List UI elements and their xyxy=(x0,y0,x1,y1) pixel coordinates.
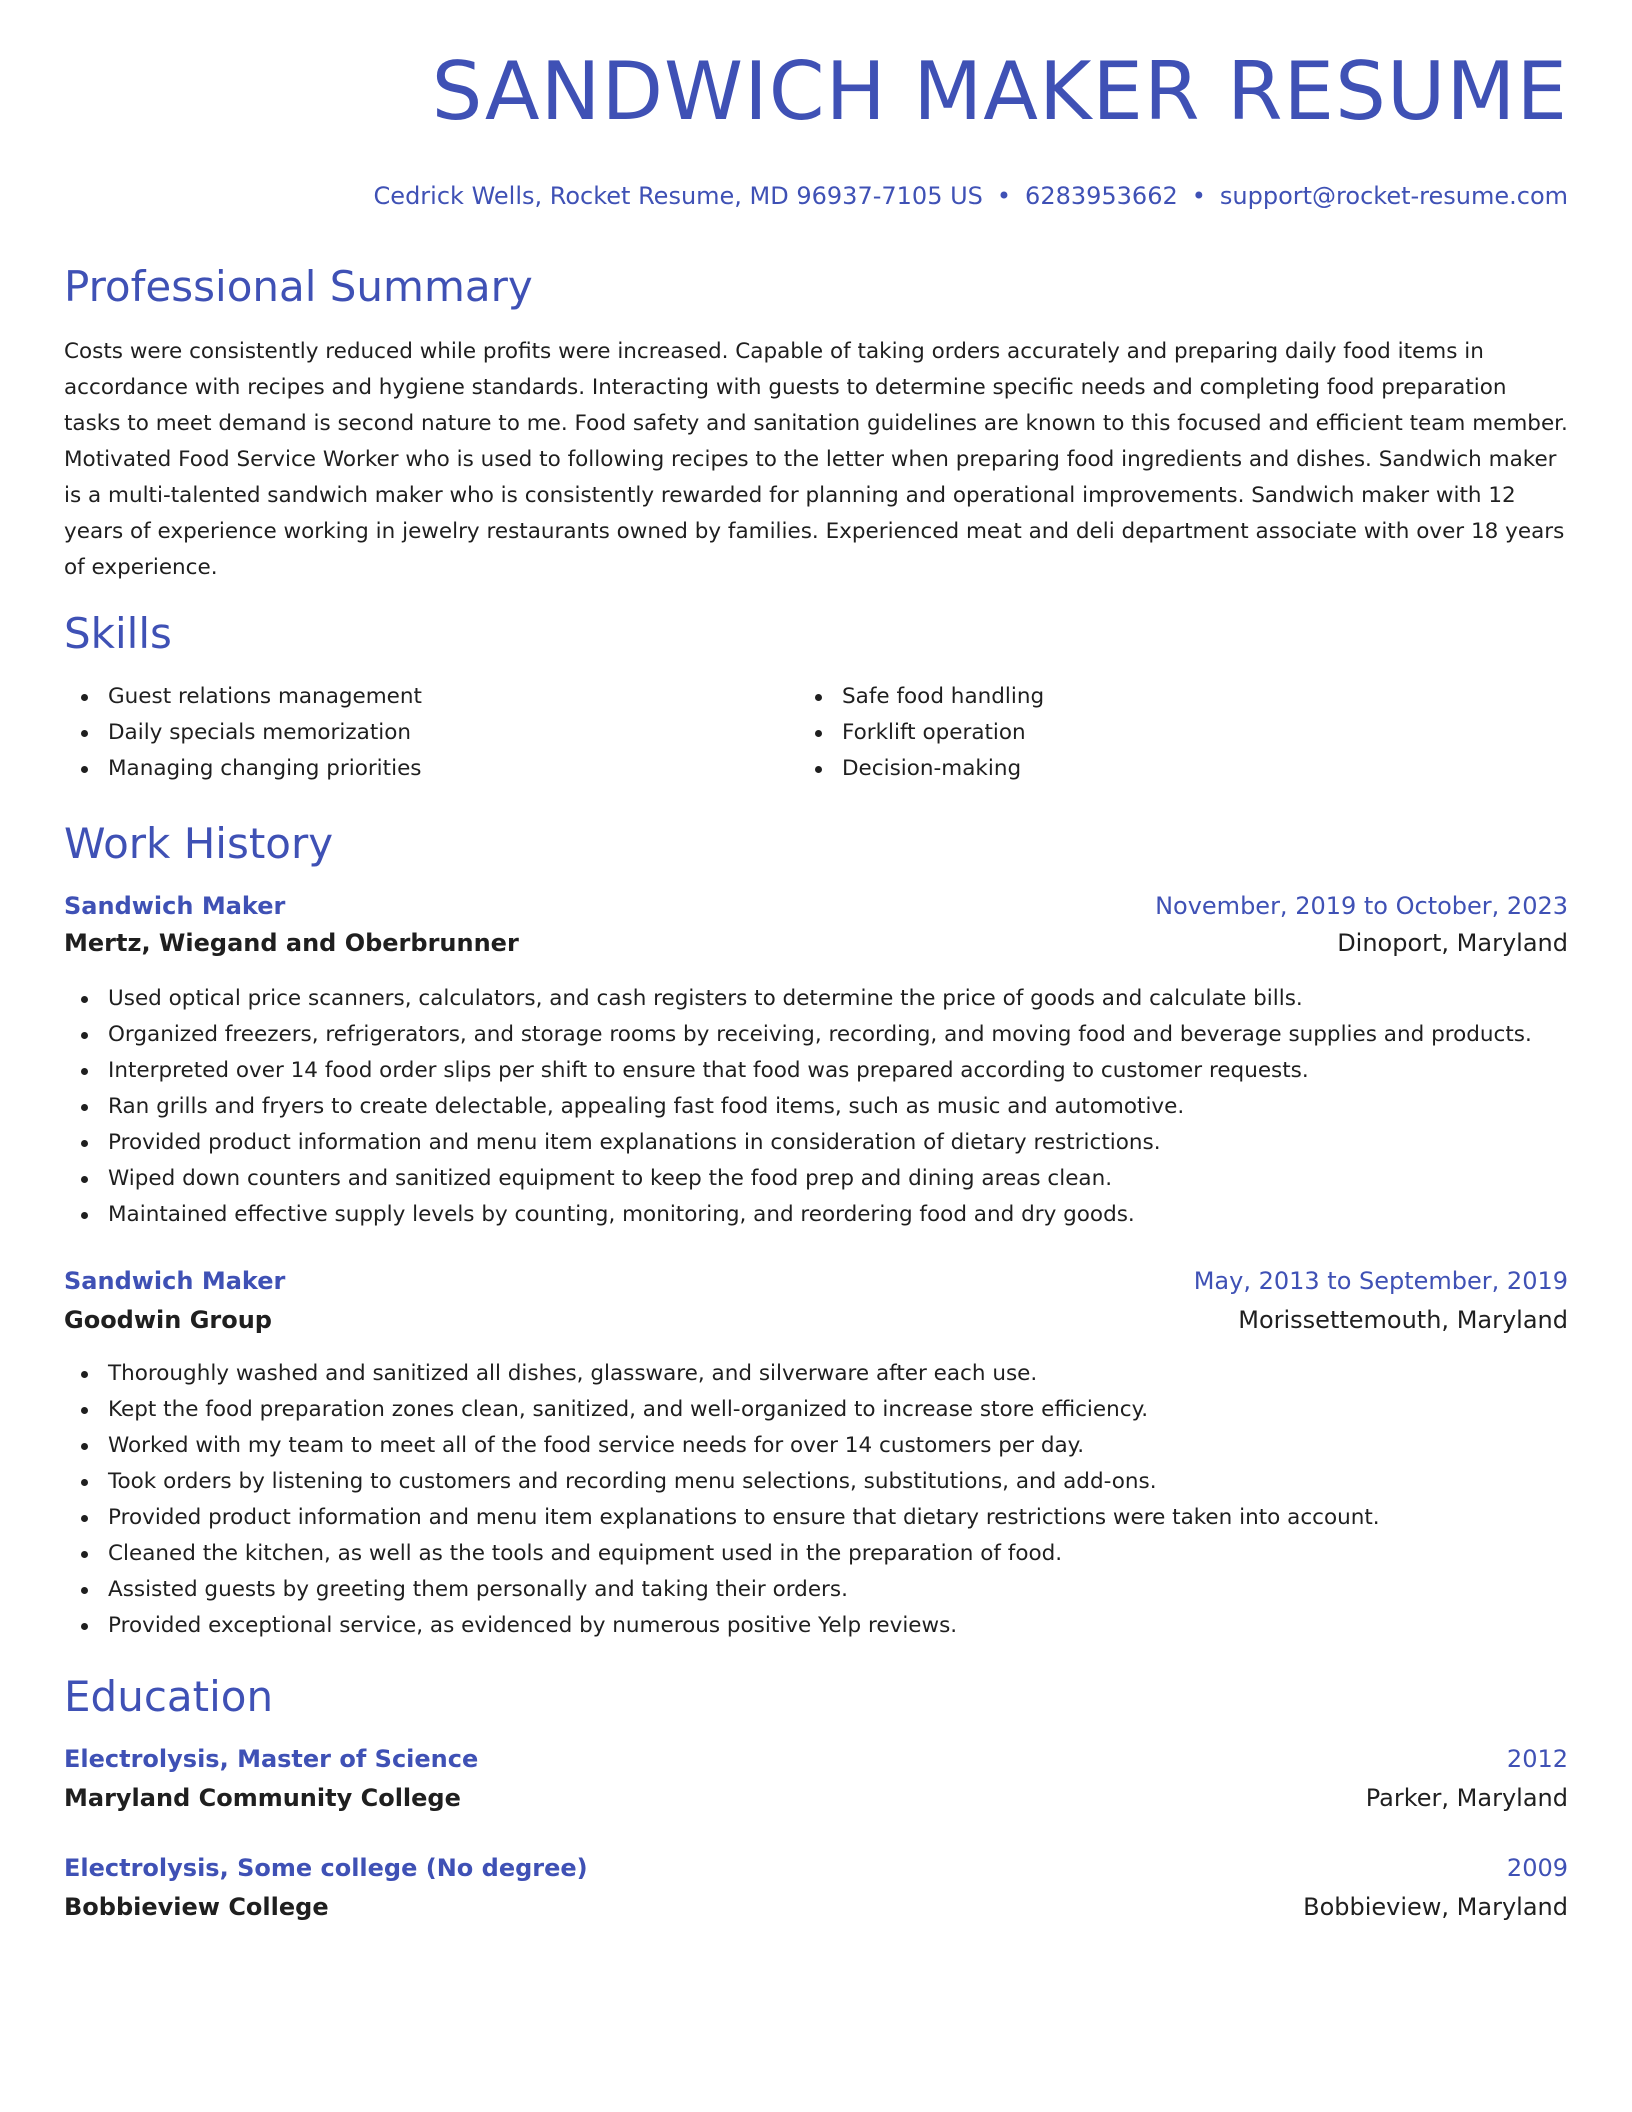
contact-email: support@rocket-resume.com xyxy=(1219,182,1568,210)
skill-item: Guest relations management xyxy=(64,679,422,715)
skills-list-right xyxy=(798,679,1044,787)
job-bullet: Ran grills and fryers to create delectable, appealing fast food items, such as music and automotive. xyxy=(64,1089,1532,1125)
job-company-row xyxy=(64,1304,1568,1336)
job-bullet: Took orders by listening to customers and recording menu selections, substitutions, and add-ons. xyxy=(64,1464,1380,1500)
education-year: 2009 xyxy=(1506,1854,1568,1882)
job-company: Mertz, Wiegand and Oberbrunner xyxy=(64,929,519,957)
resume-title: SANDWICH MAKER RESUME xyxy=(431,45,1568,138)
job-bullet: Used optical price scanners, calculators, and cash registers to determine the price of goods and calculate bills. xyxy=(64,981,1532,1017)
summary-heading: Professional Summary xyxy=(64,262,533,311)
skill-item: Forklift operation xyxy=(798,715,1044,751)
job-location: Dinoport, Maryland xyxy=(1337,929,1568,957)
skill-item: Daily specials memorization xyxy=(64,715,422,751)
job-dates: May, 2013 to September, 2019 xyxy=(1193,1267,1568,1295)
summary-text: Costs were consistently reduced while profits were increased. Capable of taking orders accurately and preparing daily food items in accordance with recipes and hygiene standards. Interacting with guests to determine specific needs and completing food preparation tasks to meet demand is second nature to me. Food safety and sanitation guidelines are known to this focused and efficient team member. Motivated Food Service Worker who is used to following recipes to the letter when preparing food ingredients and dishes. Sandwich maker is a multi-talented sandwich maker who is consistently rewarded for planning and operational improvements. Sandwich maker with 12 years of experience working in jewelry restaurants owned by families. Experienced meat and deli department associate with over 18 years of experience. xyxy=(64,339,1568,580)
work-history-heading: Work History xyxy=(64,819,334,868)
contact-separator: • xyxy=(1191,182,1206,210)
job-bullet: Provided product information and menu item explanations to ensure that dietary restrictions were taken into account. xyxy=(64,1500,1380,1536)
job-company-row xyxy=(64,927,1568,959)
contact-phone: 6283953662 xyxy=(1025,182,1178,210)
job-header-row xyxy=(64,1265,1568,1297)
education-school: Maryland Community College xyxy=(64,1784,461,1812)
contact-separator: • xyxy=(996,182,1012,210)
education-location: Bobbieview, Maryland xyxy=(1303,1893,1568,1921)
job-bullets xyxy=(64,981,1532,1233)
job-bullet: Thoroughly washed and sanitized all dishes, glassware, and silverware after each use. xyxy=(64,1356,1380,1392)
job-bullet: Kept the food preparation zones clean, sanitized, and well-organized to increase store efficiency. xyxy=(64,1392,1380,1428)
job-bullet: Assisted guests by greeting them personally and taking their orders. xyxy=(64,1572,1380,1608)
job-bullet: Cleaned the kitchen, as well as the tools and equipment used in the preparation of food. xyxy=(64,1536,1380,1572)
job-bullet: Worked with my team to meet all of the food service needs for over 14 customers per day. xyxy=(64,1428,1380,1464)
job-bullet: Interpreted over 14 food order slips per shift to ensure that food was prepared according to customer requests. xyxy=(64,1053,1532,1089)
job-bullet: Wiped down counters and sanitized equipment to keep the food prep and dining areas clean. xyxy=(64,1161,1532,1197)
job-bullets xyxy=(64,1356,1380,1644)
job-bullet: Maintained effective supply levels by counting, monitoring, and reordering food and dry goods. xyxy=(64,1197,1532,1233)
skills-list-left xyxy=(64,679,422,787)
job-company: Goodwin Group xyxy=(64,1306,272,1334)
skill-item: Safe food handling xyxy=(798,679,1044,715)
skill-item: Managing changing priorities xyxy=(64,751,422,787)
skills-heading: Skills xyxy=(64,609,172,658)
job-title: Sandwich Maker xyxy=(64,892,286,920)
job-dates: November, 2019 to October, 2023 xyxy=(1155,892,1568,920)
education-heading: Education xyxy=(64,1672,274,1721)
education-school-row xyxy=(64,1891,1568,1923)
contact-address: Cedrick Wells, Rocket Resume, MD 96937-7105 US xyxy=(373,182,983,210)
education-location: Parker, Maryland xyxy=(1365,1784,1568,1812)
education-school-row xyxy=(64,1782,1568,1814)
education-school: Bobbieview College xyxy=(64,1893,329,1921)
education-degree: Electrolysis, Some college (No degree) xyxy=(64,1854,588,1882)
job-header-row xyxy=(64,890,1568,922)
education-degree: Electrolysis, Master of Science xyxy=(64,1745,479,1773)
education-year: 2012 xyxy=(1506,1745,1568,1773)
education-header-row xyxy=(64,1852,1568,1884)
job-bullet: Organized freezers, refrigerators, and storage rooms by receiving, recording, and moving food and beverage supplies and products. xyxy=(64,1017,1532,1053)
job-title: Sandwich Maker xyxy=(64,1267,286,1295)
contact-line xyxy=(374,182,1568,210)
job-bullet: Provided exceptional service, as evidenced by numerous positive Yelp reviews. xyxy=(64,1608,1380,1644)
skill-item: Decision-making xyxy=(798,751,1044,787)
job-location: Morissettemouth, Maryland xyxy=(1238,1306,1568,1334)
education-header-row xyxy=(64,1743,1568,1775)
job-bullet: Provided product information and menu item explanations in consideration of dietary restrictions. xyxy=(64,1125,1532,1161)
